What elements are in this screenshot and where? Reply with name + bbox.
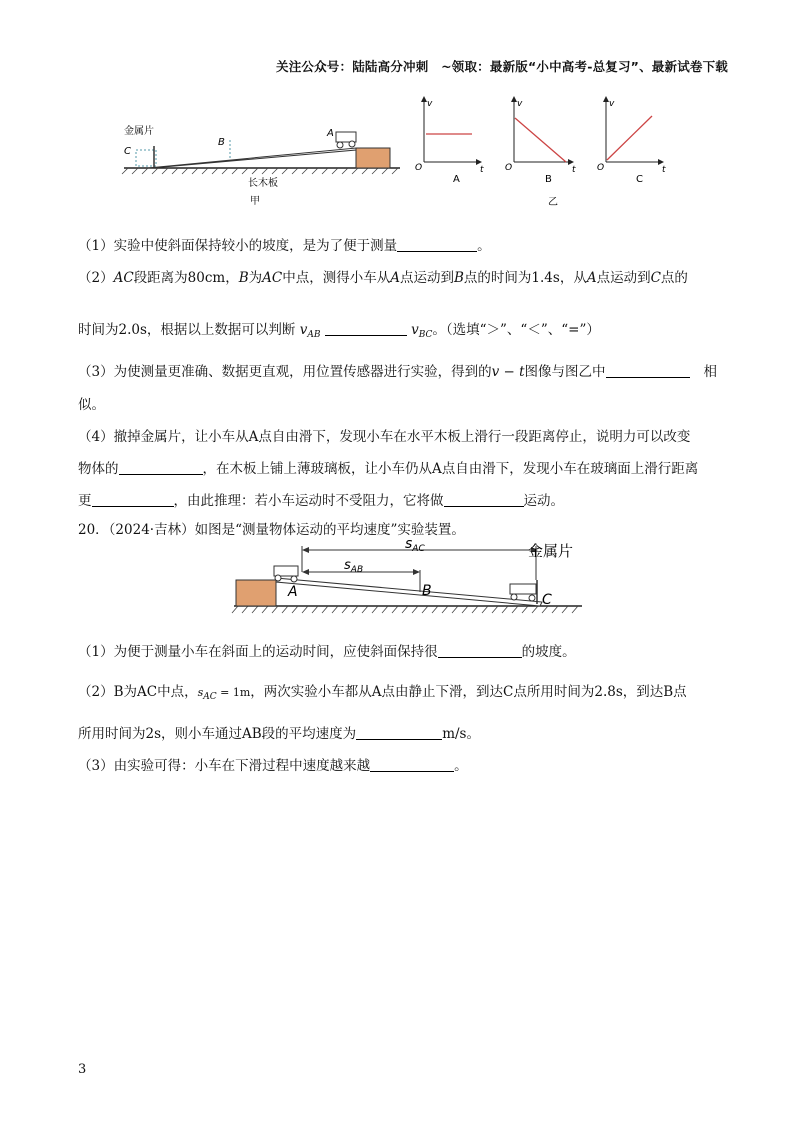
svg-text:O: O [415,163,423,173]
answer-blank[interactable] [325,321,407,336]
svg-text:v: v [609,99,615,109]
page-header: 关注公众号：陆陆高分冲刺 ~领取：最新版“小中高考-总复习”、最新试卷下载 [276,59,728,74]
label-C: C [124,146,131,157]
svg-text:C: C [636,174,643,185]
q19-part2-line2: 时间为2.0s，根据以上数据可以判断 $v_{AB}$ $v_{BC}$。（选填“＞”、“＜”、“=”） [78,322,600,340]
answer-blank[interactable] [444,492,524,507]
svg-text:B: B [545,174,552,185]
q19-part1: （1）实验中使斜面保持较小的坡度，是为了便于测量 。 [78,238,491,254]
svg-text:t: t [480,165,484,175]
label-B: B [218,137,225,148]
svg-text:t: t [572,165,576,175]
answer-blank[interactable] [119,460,203,475]
q19-part4-line1: （4）撤掉金属片，让小车从A点自由滑下，发现小车在水平木板上滑行一段距离停止，说明力可以改变 [78,429,691,445]
graph-A [415,96,484,185]
graph-C [597,96,666,185]
svg-text:A: A [453,174,460,185]
label-jinshupian: 金属片 [124,126,154,137]
svg-text:A: A [288,584,298,600]
page-number: 3 [78,1062,87,1077]
answer-blank[interactable] [92,492,174,507]
label-A: A [327,128,334,139]
svg-text:sAB: $s_{AB}$ [344,558,364,575]
q19-part4-line2: 物体的 ，在木板上铺上薄玻璃板，让小车仍从A点自由滑下，发现小车在玻璃面上滑行距离 [78,461,699,477]
answer-blank[interactable] [356,725,442,740]
figure-q20-incline [230,540,590,620]
q19-part4-line3: 更 ，由此推理：若小车运动时不受阻力，它将做 运动。 [78,493,564,509]
svg-text:O: O [505,163,513,173]
q19-part3-line1: （3）为使测量更准确、数据更直观，用位置传感器进行实验，得到的v − t图像与图乙中 相 [78,364,718,380]
graph-B [505,96,576,185]
caption-jia: 甲 [250,196,260,207]
q20-part2-line2: 所用时间为2s，则小车通过AB段的平均速度为 m/s。 [78,726,480,742]
q20-part2-line1: （2）B为AC中点，$s_{AC} = 1m$，两次实验小车都从A点由静止下滑，到达C点所用时间为2.8s，到达B点 [78,684,687,702]
q19-part3-line2: 似。 [78,397,105,413]
label-board: 长木板 [248,178,278,189]
q19-part2-line1: （2）AC段距离为80cm，B为AC中点，测得小车从A点运动到B点的时间为1.4s，从A点运动到C点的 [78,270,688,286]
svg-text:B: B [422,583,432,599]
svg-text:O: O [597,163,605,173]
answer-blank[interactable] [397,237,477,252]
answer-blank[interactable] [370,757,454,772]
svg-text:v: v [427,99,433,109]
figure-incline-and-graphs [110,88,700,213]
answer-blank[interactable] [438,643,522,658]
caption-yi: 乙 [548,197,558,208]
svg-text:C: C [542,592,552,608]
q20-part3: （3）由实验可得：小车在下滑过程中速度越来越 。 [78,758,468,774]
q20-title: 20．（2024·吉林）如图是“测量物体运动的平均速度”实验装置。 [78,522,465,538]
q20-part1: （1）为便于测量小车在斜面上的运动时间，应使斜面保持很 的坡度。 [78,644,576,660]
svg-text:金属片: 金属片 [528,542,574,560]
svg-text:t: t [662,165,666,175]
svg-text:v: v [517,99,523,109]
answer-blank[interactable] [606,363,690,378]
svg-text:sAC: $s_{AC}$ [405,540,425,554]
